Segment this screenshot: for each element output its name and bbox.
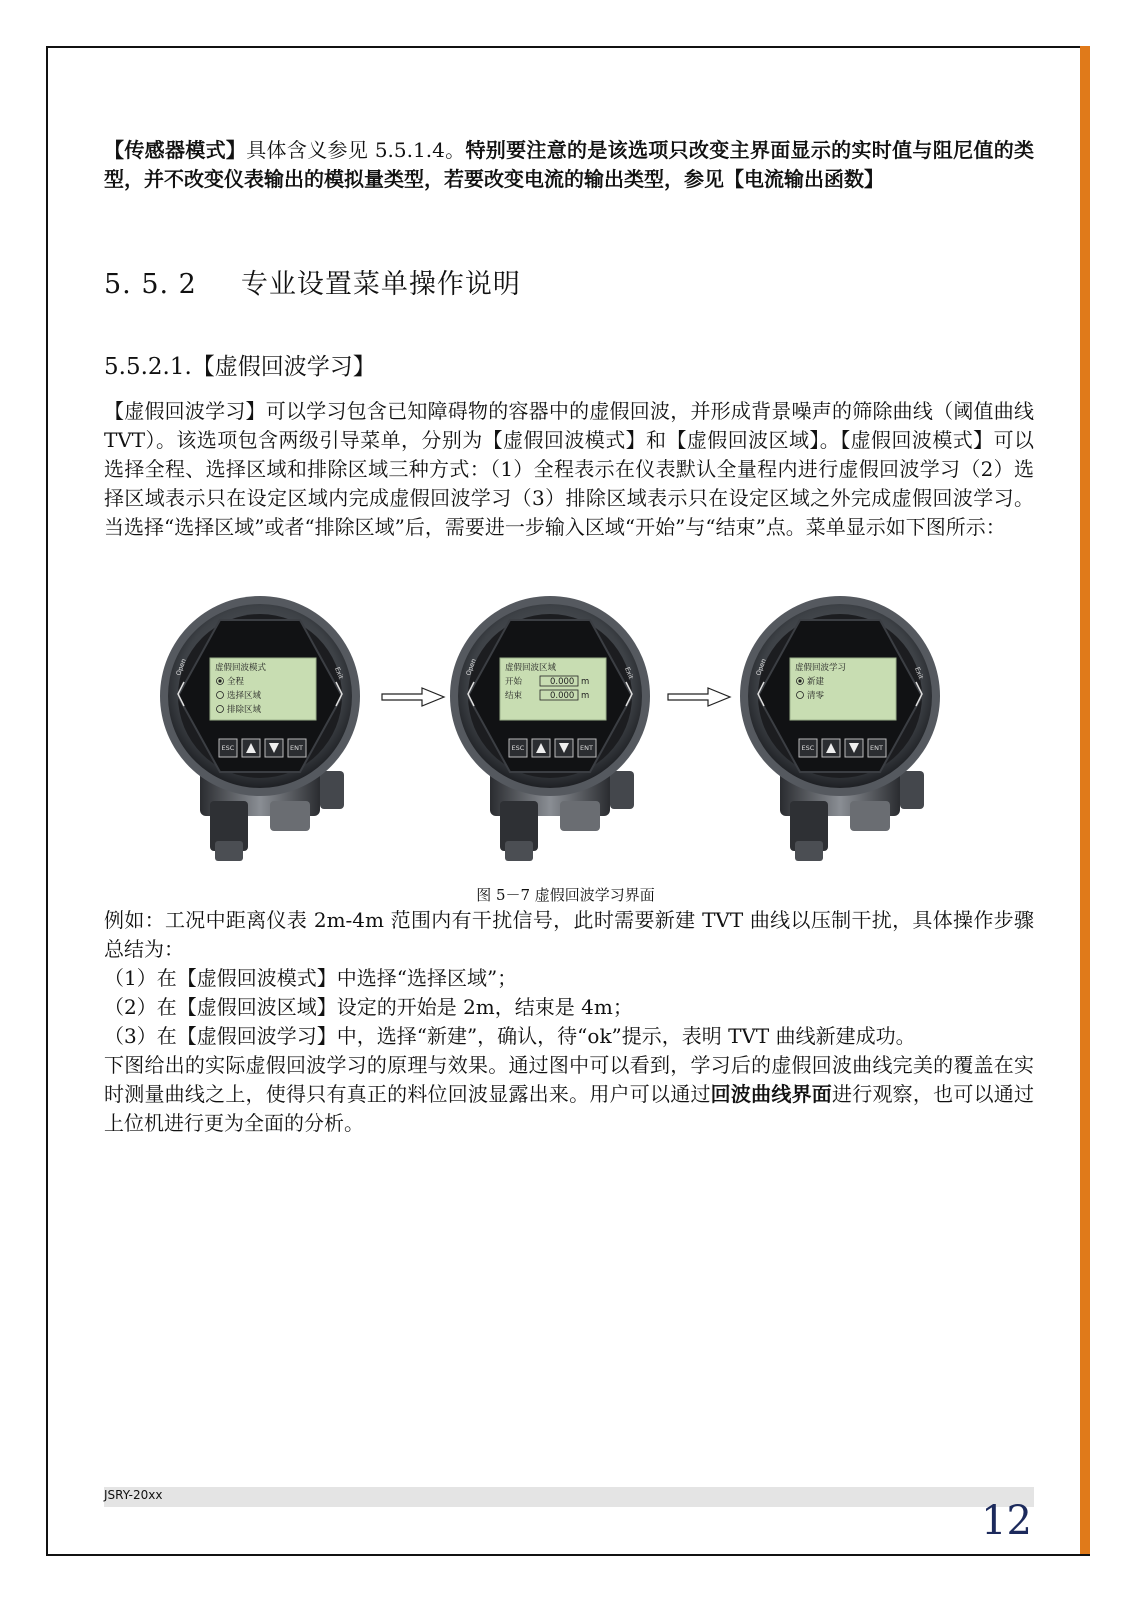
para3-tail: 进行观察，也可以通过上位机进行更为全面的分析。 — [104, 1082, 1035, 1135]
subsection-heading: 5.5.2.1.【虚假回波学习】 — [104, 354, 376, 380]
para3 — [104, 1051, 1034, 1138]
device-3-title: 虚假回波学习 — [795, 663, 847, 673]
page-number: 12 — [981, 1498, 1032, 1544]
open-label: Open — [754, 657, 768, 677]
para3-text: 下图给出的实际虚假回波学习的原理与效果。通过图中可以看到，学习后的虚假回波曲线完美的覆盖在实时测量曲线之上，使得只有真正的料位回波显露出来。用户可以通过 — [104, 1053, 1034, 1106]
figure-caption: 图 5－7 虚假回波学习界面 — [476, 886, 655, 904]
radio-dot-icon — [798, 679, 801, 682]
arrow-icon — [382, 688, 444, 706]
device-3 — [740, 596, 940, 861]
device-figure — [160, 596, 972, 886]
device-2 — [450, 596, 650, 861]
device-2-title: 虚假回波区域 — [505, 663, 557, 673]
exit-label: Exit — [913, 665, 925, 681]
step-1: （1）在【虚假回波模式】中选择“选择区域”； — [104, 966, 518, 990]
para2: 例如：工况中距离仪表 2m-4m 范围内有干扰信号，此时需要新建 TVT 曲线以压制干扰，具体操作步骤总结为： — [104, 908, 1034, 961]
device-3-option-2: 清零 — [807, 691, 825, 701]
ent-button-label: ENT — [290, 744, 303, 752]
intro-text: 具体含义参见 5.5.1.4。 — [246, 138, 466, 162]
section-title: 专业设置菜单操作说明 — [240, 269, 521, 300]
device-1-option-3: 排除区域 — [227, 705, 262, 715]
page-bottom-rule — [46, 1554, 1090, 1556]
device-2-row-1-label: 开始 — [505, 677, 523, 687]
exit-label: Exit — [333, 665, 345, 681]
device-2-row-1-value: 0.000 — [550, 677, 575, 687]
step-3: （3）在【虚假回波学习】中，选择“新建”，确认，待“ok”提示，表明 TVT 曲线新建成功。 — [104, 1024, 916, 1048]
section-number: 5. 5. 2 — [104, 269, 197, 300]
intro-bold-rest: 特别要注意的是该选项只改变主界面显示的实时值与阻尼值的类型，并不改变仪表输出的模拟量类型，若要改变电流的输出类型，参见【电流输出函数】 — [104, 138, 1035, 191]
arrow-icon — [668, 688, 730, 706]
device-1-option-1: 全程 — [227, 677, 245, 687]
section-heading — [104, 262, 521, 301]
open-label: Open — [464, 657, 478, 677]
device-1 — [160, 596, 360, 861]
ent-button-label: ENT — [870, 744, 883, 752]
description-paragraph — [104, 397, 1034, 542]
device-3-option-1: 新建 — [807, 677, 825, 687]
para3-bold: 回波曲线界面 — [710, 1082, 833, 1106]
esc-button-label: ESC — [221, 744, 235, 752]
exit-label: Exit — [623, 665, 635, 681]
open-label: Open — [174, 657, 188, 677]
device-2-row-1-unit: m — [581, 677, 590, 687]
device-1-option-2: 选择区域 — [227, 691, 262, 701]
device-2-row-2-unit: m — [581, 691, 590, 701]
device-2-row-2-value: 0.000 — [550, 691, 575, 701]
esc-button-label: ESC — [801, 744, 815, 752]
example-block — [104, 906, 1034, 1138]
device-2-row-2-label: 结束 — [505, 691, 523, 701]
footer-band — [104, 1487, 1034, 1507]
ent-button-label: ENT — [580, 744, 593, 752]
device-1-title: 虚假回波模式 — [215, 663, 267, 673]
para1: 【虚假回波学习】可以学习包含已知障碍物的容器中的虚假回波，并形成背景噪声的筛除曲线（阈值曲线 TVT）。该选项包含两级引导菜单，分别为【虚假回波模式】和【虚假回波区域】。【虚假回波模式】可以选择全程、选择区域和排除区域三种方式：（1）全程表示在仪表默认全量程内进行虚假回波学习（2）选择区域表示只在设定区域内完成虚假回波学习（3）排除区域表示只在设定区域之外完成虚假回波学习。当选择“选择区域”或者“排除区域”后，需要进一步输入区域“开始”与“结束”点。菜单显示如下图所示： — [104, 399, 1034, 539]
accent-bar — [1080, 46, 1090, 1556]
footer-code: JSRY-20xx — [104, 1488, 163, 1502]
radio-dot-icon — [218, 679, 221, 682]
esc-button-label: ESC — [511, 744, 525, 752]
intro-bold-start: 【传感器模式】 — [104, 138, 247, 162]
intro-paragraph — [104, 136, 1034, 194]
step-2: （2）在【虚假回波区域】设定的开始是 2m，结束是 4m； — [104, 995, 633, 1019]
